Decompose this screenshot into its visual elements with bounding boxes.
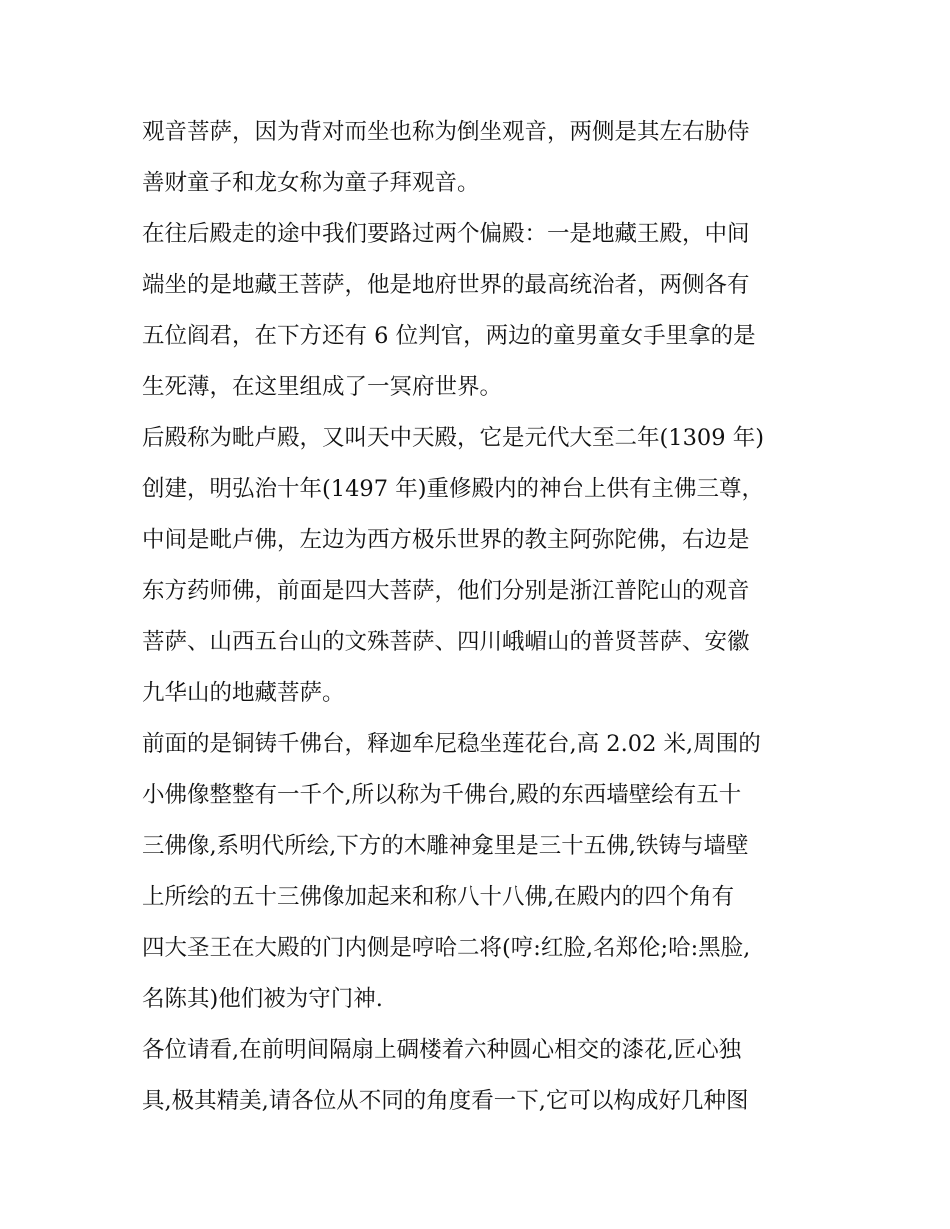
text-line: 端坐的是地藏王菩萨，他是地府世界的最高统治者，两侧各有 (142, 272, 750, 298)
text-line: 善财童子和龙女称为童子拜观音。 (142, 170, 480, 196)
text-line: 上所绘的五十三佛像加起来和称八十八佛,在殿内的四个角有 (142, 884, 735, 910)
text-line: 各位请看,在前明间隔扇上碉楼着六种圆心相交的漆花,匠心独 (142, 1037, 742, 1063)
text-line: 菩萨、山西五台山的文殊菩萨、四川峨嵋山的普贤菩萨、安徽 (142, 629, 750, 655)
text-line: 四大圣王在大殿的门内侧是哼哈二将(哼:红脸,名郑伦;哈:黑脸, (142, 935, 751, 961)
text-line: 观音菩萨，因为背对而坐也称为倒坐观音，两侧是其左右胁侍 (142, 119, 750, 145)
text-line: 创建，明弘治十年(1497 年)重修殿内的神台上供有主佛三尊， (142, 476, 764, 502)
text-line: 后殿称为毗卢殿，又叫天中天殿，它是元代大至二年(1309 年) (142, 425, 764, 451)
text-line: 在往后殿走的途中我们要路过两个偏殿：一是地藏王殿，中间 (142, 221, 750, 247)
text-line: 九华山的地藏菩萨。 (142, 680, 345, 706)
text-line: 东方药师佛，前面是四大菩萨，他们分别是浙江普陀山的观音 (142, 578, 750, 604)
text-line: 五位阎君，在下方还有 6 位判官，两边的童男童女手里拿的是 (142, 323, 756, 349)
text-line: 生死薄，在这里组成了一冥府世界。 (142, 374, 503, 400)
text-line: 中间是毗卢佛，左边为西方极乐世界的教主阿弥陀佛，右边是 (142, 527, 750, 553)
body-text (142, 107, 822, 1127)
text-line: 三佛像,系明代所绘,下方的木雕神龛里是三十五佛,铁铸与墙壁 (142, 833, 749, 859)
text-line: 具,极其精美,请各位从不同的角度看一下,它可以构成好几种图 (142, 1088, 749, 1114)
text-line: 前面的是铜铸千佛台，释迦牟尼稳坐莲花台,高 2.02 米,周围的 (142, 731, 761, 757)
text-line: 小佛像整整有一千个,所以称为千佛台,殿的东西墙壁绘有五十 (142, 782, 742, 808)
text-line: 名陈其)他们被为守门神. (142, 986, 383, 1012)
